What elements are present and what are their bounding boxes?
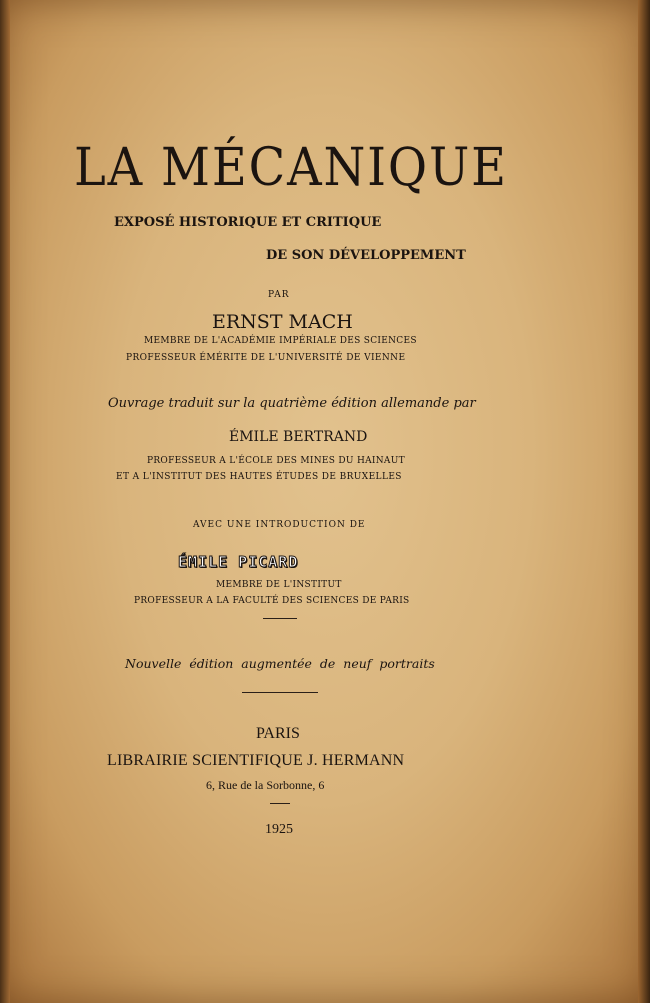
author-line-2: PROFESSEUR ÉMÉRITE DE L'UNIVERSITÉ DE VIENNE	[126, 353, 406, 363]
translation-note: Ouvrage traduit sur la quatrième édition allemande par	[108, 396, 476, 411]
subtitle-line-2: DE SON DÉVELOPPEMENT	[266, 248, 466, 263]
translator-line-2: ET A L'INSTITUT DES HAUTES ÉTUDES DE BRUXELLES	[116, 472, 402, 482]
publication-year: 1925	[265, 822, 293, 837]
publisher-city: PARIS	[256, 725, 300, 742]
publisher-address: 6, Rue de la Sorbonne, 6	[206, 778, 325, 792]
book-title: LA MÉCANIQUE	[74, 138, 508, 198]
introducer-line-2: PROFESSEUR A LA FACULTÉ DES SCIENCES DE PARIS	[134, 596, 410, 606]
introducer-name: ÉMILE PICARD	[178, 553, 299, 571]
edition-note: Nouvelle édition augmentée de neuf portraits	[125, 656, 435, 671]
author-line-1: MEMBRE DE L'ACADÉMIE IMPÉRIALE DES SCIENCES	[144, 336, 417, 346]
translator-line-1: PROFESSEUR A L'ÉCOLE DES MINES DU HAINAUT	[147, 456, 405, 466]
rule-short-2	[270, 803, 290, 804]
translator-name: ÉMILE BERTRAND	[229, 429, 368, 445]
par-label: PAR	[268, 290, 290, 300]
introducer-line-1: MEMBRE DE L'INSTITUT	[216, 580, 342, 590]
intro-note: AVEC UNE INTRODUCTION DE	[193, 520, 366, 530]
rule-short-1	[263, 618, 297, 619]
subtitle-line-1: EXPOSÉ HISTORIQUE ET CRITIQUE	[114, 215, 382, 230]
publisher-name: LIBRAIRIE SCIENTIFIQUE J. HERMANN	[107, 752, 405, 769]
author-name: ERNST MACH	[212, 311, 353, 333]
rule-long	[242, 692, 318, 693]
